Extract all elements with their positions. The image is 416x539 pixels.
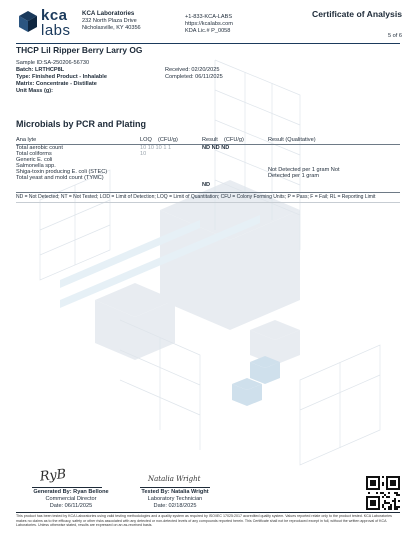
col-loq: LOQ [140, 137, 152, 143]
tested-by: Tested By: Natalia Wright [141, 489, 209, 495]
result-cell: ND [202, 182, 211, 188]
analyte-cell: Total yeast and mold count (TYMC) [16, 175, 104, 181]
table-footer-line [16, 192, 400, 193]
contact-block [185, 14, 275, 35]
company-license: KDA Lic.# P_0058 [185, 28, 231, 34]
type: Type: Finished Product - Inhalable [16, 74, 107, 80]
generated-by-role: Commercial Director [45, 496, 97, 502]
batch: Batch: LRTHCP8L [16, 67, 65, 73]
signature-left: RyB [39, 466, 67, 485]
signer-left [26, 489, 116, 510]
signer-right [130, 489, 220, 510]
col-analyte: Ana lyte [16, 137, 37, 143]
sample-id: Sample ID:SA-250206-56730 [16, 60, 90, 66]
qr-code-icon[interactable] [366, 476, 400, 510]
disclaimer-divider [16, 512, 400, 513]
sample-details [16, 60, 166, 95]
signature-line-left [32, 487, 102, 488]
loq-cell: 10 10 10 1 1 [140, 145, 172, 151]
unit-mass: Unit Mass (g): [16, 88, 53, 94]
analyte-cell: Total aerobic count [16, 145, 63, 151]
result-cell: ND ND ND [202, 145, 230, 151]
generated-by: Generated By: Ryan Bellone [33, 489, 109, 495]
company-phone: +1-833-KCA-LABS [185, 14, 233, 20]
signature-line-right [140, 487, 210, 488]
company-address-1: 232 North Plaza Drive [82, 18, 137, 24]
tested-by-date: Date: 02/18/2025 [153, 503, 197, 509]
company-name: KCA Laboratories [82, 10, 135, 17]
footnote-line [16, 202, 400, 203]
section-title: Microbials by PCR and Plating [16, 119, 147, 129]
matrix: Matrix: Concentrate - Distillate [16, 81, 97, 87]
kca-labs-logo [16, 8, 80, 42]
logo-text-labs: labs [41, 22, 71, 39]
received-date: Received: 02/20/2025 [165, 67, 220, 73]
page-number: 5 of 6 [388, 33, 402, 39]
col-loq-unit: (CFU/g) [158, 137, 178, 143]
document-title: Certificate of Analysis [312, 9, 402, 19]
product-name: THCP Lil Ripper Berry Larry OG [16, 45, 143, 55]
company-website[interactable]: https://kcalabs.com [185, 21, 233, 27]
signature-right: Natalia Wright [148, 475, 201, 483]
completed-date: Completed: 06/11/2025 [165, 74, 223, 80]
analyte-cell: Salmonella spp. [16, 163, 56, 169]
header-divider [16, 43, 400, 44]
analyte-cell: Total coliforms [16, 151, 52, 157]
generated-by-date: Date: 06/11/2025 [49, 503, 93, 509]
analyte-cell: Shiga-toxin producing E. coli (STEC) [16, 169, 108, 175]
qualitative-cell: Detected per 1 gram [268, 173, 319, 179]
company-block [82, 10, 182, 32]
analyte-cell: Generic E. coli [16, 157, 53, 163]
col-result-unit: (CFU/g) [224, 137, 244, 143]
results-table [16, 145, 400, 190]
logo-text-kca: kca [41, 7, 68, 24]
loq-cell: 10 [140, 151, 147, 157]
disclaimer-text: This product has been tested by KCA Laboratories using valid testing methodologies and a quality system as required by ISO/IEC 17025:2017 accredited quality system. Values reported relate only to the product tested. KCA Laboratories makes no claims as to the efficacy, safety or other risks associated with any detected or non-detected levels of any compounds reported herein. This Certificate shall not be reproduced except in full, without the written approval of KCA Laboratories. Unless otherwise stated, results are expressed on an as-received basis. [16, 514, 392, 528]
tested-by-role: Laboratory Technician [147, 496, 203, 502]
dates-block [165, 67, 285, 81]
legend-footnote: ND = Not Detected; NT = Not Tested; LOD = Limit of Detection; LOQ = Limit of Quantitation; CFU = Colony Forming Units; P = Pass; F = Fail; RL = Reporting Limit [16, 194, 376, 200]
col-result: Result [202, 137, 218, 143]
company-address-2: Nicholasville, KY 40356 [82, 25, 141, 31]
col-qualitative: Result (Qualitative) [268, 137, 316, 143]
qualitative-cell: Not Detected per 1 gram Not [268, 167, 340, 173]
